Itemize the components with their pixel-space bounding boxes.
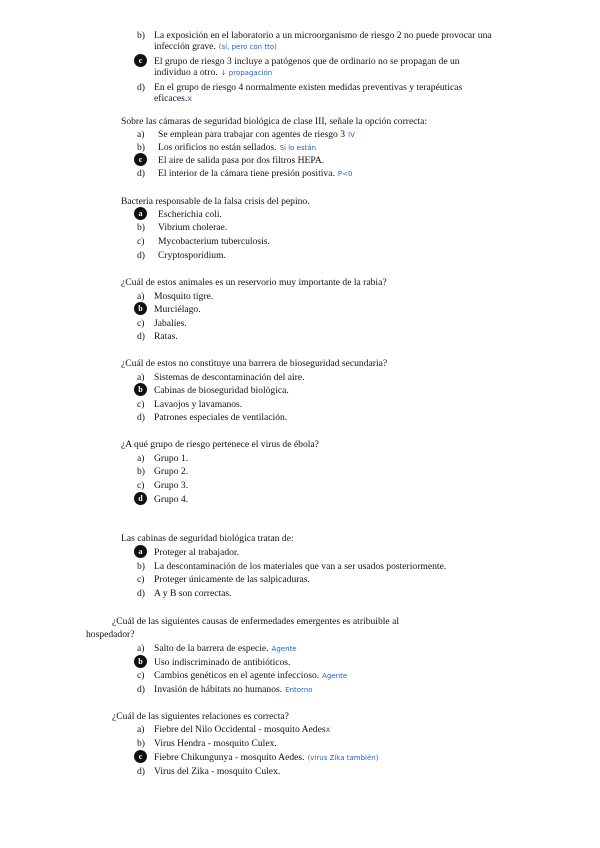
option-letter: a)	[137, 453, 145, 464]
option-b	[137, 30, 517, 52]
option-letter: b)	[137, 466, 145, 477]
option-letter: b)	[137, 30, 145, 41]
selected-answer-circle: d	[134, 492, 147, 505]
option-d	[137, 82, 517, 104]
option-text: Jabalíes.	[154, 318, 187, 329]
option-letter: b)	[137, 738, 145, 749]
handwritten-note: Entorno	[285, 686, 313, 694]
option-text: Ratas.	[154, 331, 178, 342]
option-text: Salto de la barrera de especie.	[154, 643, 269, 654]
option-letter: d)	[137, 250, 145, 261]
option-text: Cabinas de bioseguridad biológica.	[154, 385, 289, 396]
option-text: Invasión de hábitats no humanos.	[154, 684, 283, 695]
selected-answer-circle: c	[134, 153, 147, 166]
handwritten-note: (virus Zika también)	[307, 754, 379, 762]
option-text: Se emplean para trabajar con agentes de riesgo 3	[158, 129, 345, 140]
option-letter: d)	[137, 766, 145, 777]
option-c-selected	[137, 56, 517, 78]
option-letter: c)	[137, 480, 145, 491]
option-letter: d)	[137, 412, 145, 423]
handwritten-note: ↓ propagación	[220, 69, 273, 77]
handwritten-note: P<0	[337, 170, 353, 178]
option-text-line2: individuo a otro. ↓ propagación	[154, 67, 273, 78]
option-text: Mycobacterium tuberculosis.	[158, 236, 270, 247]
option-letter: a)	[137, 372, 145, 383]
option-letter: d)	[137, 684, 145, 695]
handwritten-note: Sí lo están	[279, 144, 317, 152]
option-text: El aire de salida pasa por dos filtros HEPA.	[158, 155, 325, 166]
option-letter: a)	[137, 291, 145, 302]
option-letter: c)	[137, 670, 145, 681]
option-letter: a)	[137, 724, 145, 735]
selected-answer-circle: c	[134, 750, 147, 763]
option-text: Lavaojos y lavamanos.	[154, 399, 243, 410]
option-text: Fiebre del Nilo Occidental - mosquito Aedes	[154, 724, 326, 735]
option-letter: a)	[137, 643, 145, 654]
handwritten-note: Agente	[271, 645, 297, 653]
selected-answer-circle: c	[134, 54, 147, 67]
option-text: Mosquito tigre.	[154, 291, 214, 302]
question-stem: ¿Cuál de estos no constituye una barrera de bioseguridad secundaria?	[121, 358, 388, 369]
selected-answer-circle: b	[134, 302, 147, 315]
option-text: Fiebre Chikungunya - mosquito Aedes.	[154, 752, 305, 763]
option-text: Vibrium cholerae.	[158, 222, 228, 233]
option-text: El interior de la cámara tiene presión positiva.	[158, 168, 335, 179]
option-text: Grupo 4.	[154, 494, 189, 505]
option-letter: d)	[137, 82, 145, 93]
option-text: Grupo 1.	[154, 453, 189, 464]
option-letter: b)	[137, 222, 145, 233]
cross-mark: x	[325, 725, 331, 734]
selected-answer-circle: a	[134, 545, 147, 558]
option-text: Grupo 3.	[154, 480, 189, 491]
option-text: Cambios genéticos en el agente infeccioso.	[154, 670, 320, 681]
selected-answer-circle: a	[134, 207, 147, 220]
option-text: Uso indiscriminado de antibióticos.	[154, 657, 291, 668]
option-text: Los orificios no están sellados.	[158, 142, 277, 153]
option-text: Grupo 2.	[154, 466, 189, 477]
option-letter: c)	[137, 318, 145, 329]
option-text: Murciélago.	[154, 304, 201, 315]
handwritten-note: (sí, pero con tto)	[218, 43, 277, 51]
question-stem: ¿Cuál de estos animales es un reservorio muy importante de la rabia?	[121, 277, 387, 288]
cross-mark: x	[187, 94, 193, 103]
option-letter: c)	[137, 574, 145, 585]
option-text: Sistemas de descontaminación del aire.	[154, 372, 305, 383]
option-letter: b)	[137, 142, 145, 153]
option-letter: c)	[137, 236, 145, 247]
question-stem: ¿Cuál de las siguientes causas de enfermedades emergentes es atribuible al	[112, 616, 399, 627]
option-text-line2: infección grave. (sí, pero con tto)	[154, 41, 277, 52]
handwritten-note: IV	[348, 131, 355, 139]
option-text: En el grupo de riesgo 4 normalmente existen medidas preventivas y terapéuticas	[154, 82, 463, 93]
question-stem-line2: hospedador?	[86, 629, 135, 640]
option-letter: c)	[137, 399, 145, 410]
option-text: Proteger al trabajador.	[154, 547, 239, 558]
option-text-line2: eficaces.x	[154, 93, 193, 104]
option-text: La descontaminación de los materiales que van a ser usados posteriormente.	[154, 561, 447, 572]
option-letter: d)	[137, 331, 145, 342]
option-text: Escherichia coli.	[158, 209, 222, 220]
question-stem: Sobre las cámaras de seguridad biológica de clase III, señale la opción correcta:	[121, 116, 428, 127]
option-text: Cryptosporidium.	[158, 250, 226, 261]
option-text: A y B son correctas.	[154, 588, 232, 599]
option-text: La exposición en el laboratorio a un microorganismo de riesgo 2 no puede provocar una	[154, 30, 492, 41]
option-letter: d)	[137, 168, 145, 179]
option-letter: d)	[137, 588, 145, 599]
selected-answer-circle: b	[134, 655, 147, 668]
question-stem: Bacteria responsable de la falsa crisis del pepino.	[121, 196, 310, 207]
option-text: Proteger únicamente de las salpicaduras.	[154, 574, 310, 585]
option-letter: a)	[137, 129, 145, 140]
option-letter: b)	[137, 561, 145, 572]
option-text: Virus Hendra - mosquito Culex.	[154, 738, 277, 749]
option-text: Virus del Zika - mosquito Culex.	[154, 766, 281, 777]
option-text: El grupo de riesgo 3 incluye a patógenos que de ordinario no se propagan de un	[154, 56, 460, 67]
handwritten-note: Agente	[322, 672, 348, 680]
question-stem: Las cabinas de seguridad biológica tratan de:	[121, 533, 294, 544]
selected-answer-circle: b	[134, 383, 147, 396]
question-stem: ¿Cuál de las siguientes relaciones es correcta?	[112, 711, 289, 722]
option-text: Patrones especiales de ventilación.	[154, 412, 288, 423]
question-stem: ¿A qué grupo de riesgo pertenece el virus de ébola?	[121, 439, 319, 450]
